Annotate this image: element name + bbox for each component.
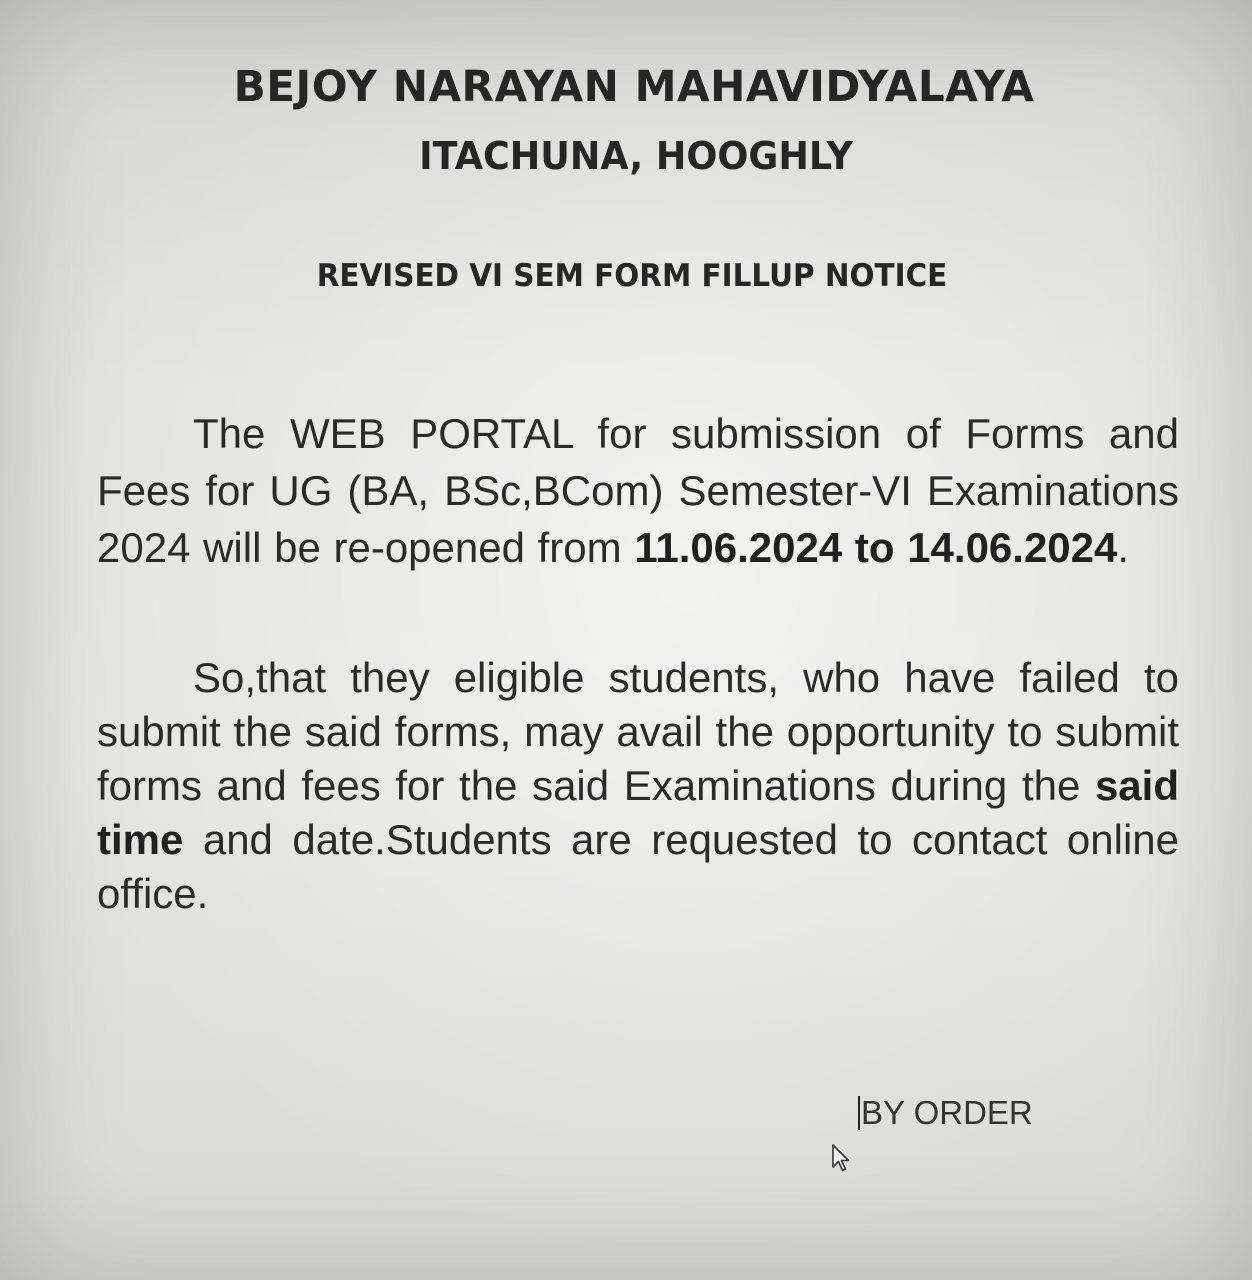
college-place: ITACHUNA, HOOGHLY	[419, 134, 853, 178]
mouse-pointer-icon	[831, 1143, 851, 1173]
paragraph-2-text: So,that they eligible students, who have failed to submit the said forms, may avail the opportunity to submit forms and fees for the said Examinations during the	[97, 654, 1179, 809]
signoff-text: BY ORDER	[861, 1094, 1033, 1131]
paragraph-1-end: .	[1117, 524, 1130, 571]
paragraph-1-text: The WEB PORTAL for submission of Forms and Fees for UG (BA, BSc,BCom) Semester-VI Examinations 2024 will be re-opened from	[97, 410, 1179, 571]
text-caret-icon	[858, 1096, 860, 1130]
notice-title: REVISED VI SEM FORM FILLUP NOTICE	[316, 258, 948, 294]
college-name: BEJOY NARAYAN MAHAVIDYALAYA	[233, 62, 1035, 112]
signoff	[858, 1094, 1033, 1132]
notice-paragraph-2	[97, 651, 1179, 921]
said-time-emphasis: said time	[97, 762, 1179, 863]
portal-dates: 11.06.2024 to 14.06.2024	[634, 524, 1118, 571]
notice-paragraph-1	[97, 405, 1179, 576]
paragraph-2-end: and date.Students are requested to contact online office.	[97, 816, 1179, 917]
